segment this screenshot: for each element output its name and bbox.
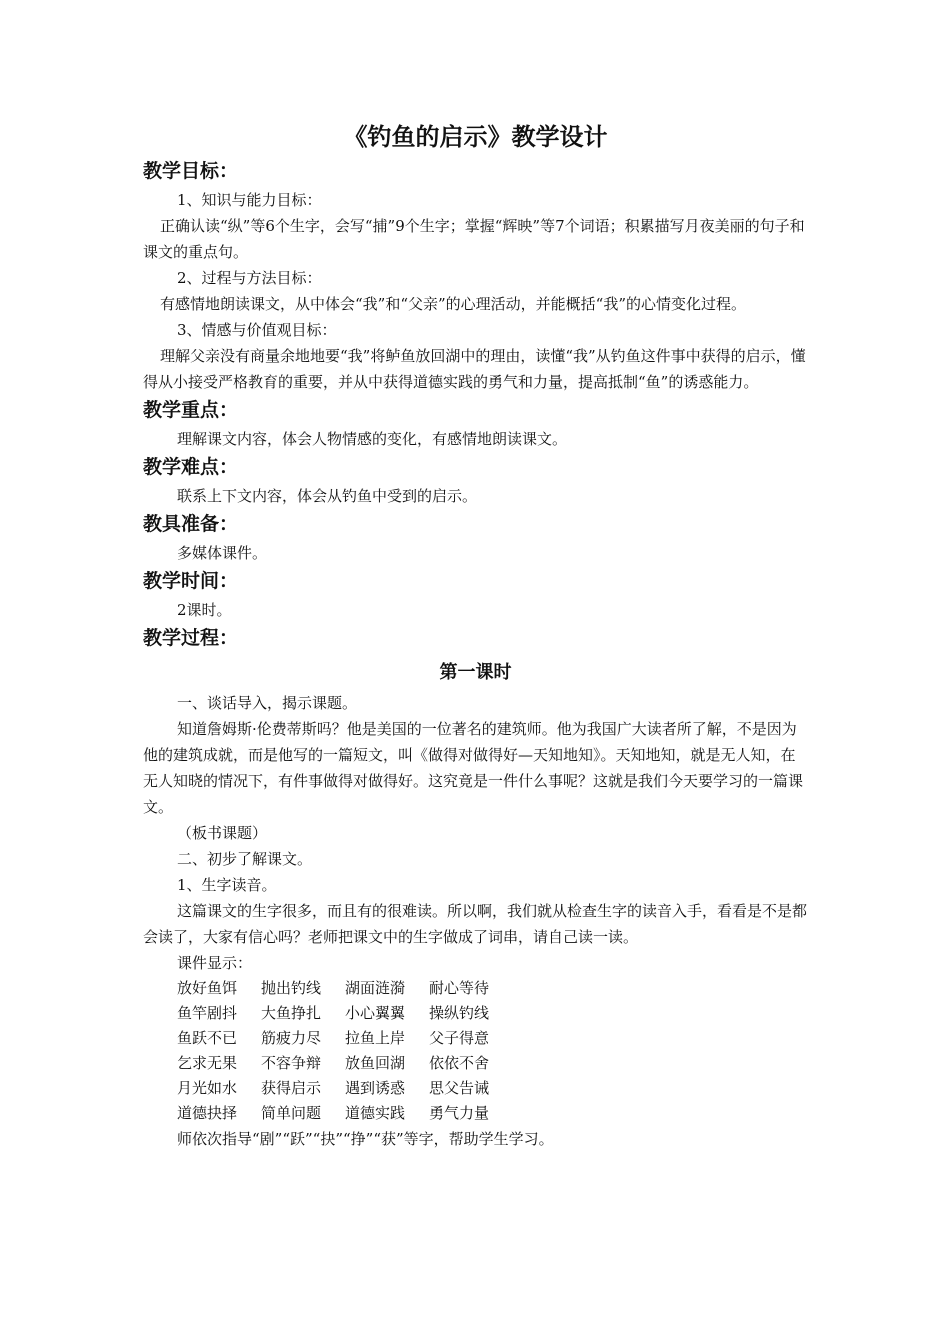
word-item: 乞求无果 bbox=[177, 1054, 238, 1072]
word-item: 鱼跃不已 bbox=[177, 1029, 238, 1047]
word-row bbox=[143, 1076, 808, 1101]
objective-1-label: 1、知识与能力目标： bbox=[177, 191, 322, 209]
word-row bbox=[143, 976, 808, 1001]
document-title: 《钓鱼的启示》教学设计 bbox=[343, 123, 608, 151]
objectives-heading: 教学目标： bbox=[143, 160, 239, 182]
word-item: 湖面涟漪 bbox=[345, 979, 406, 997]
word-item: 遇到诱惑 bbox=[345, 1079, 406, 1097]
key-points-heading: 教学重点： bbox=[143, 399, 239, 421]
word-item: 放鱼回湖 bbox=[345, 1054, 406, 1072]
word-item: 放好鱼饵 bbox=[177, 979, 238, 997]
step-2-text: 这篇课文的生字很多，而且有的很难读。所以啊，我们就从检查生字的读音入手，看看是不是都会读了，大家有信心吗？老师把课文中的生字做成了词串，请自己读一读。 bbox=[143, 902, 808, 946]
document-body bbox=[143, 118, 808, 1152]
objective-3-label: 3、情感与价值观目标： bbox=[177, 321, 337, 339]
guide-text: 师依次指导“剧”“跃”“抉”“挣”“获”等字，帮助学生学习。 bbox=[177, 1130, 554, 1148]
objective-2-text: 有感情地朗读课文，从中体会“我”和“父亲”的心理活动，并能概括“我”的心情变化过程。 bbox=[160, 295, 747, 313]
step-1-heading: 一、谈话导入，揭示课题。 bbox=[177, 694, 358, 712]
objective-3-text: 理解父亲没有商量余地地要“我”将鲈鱼放回湖中的理由，读懂“我”从钓鱼这件事中获得的启示，懂得从小接受严格教育的重要，并从中获得道德实践的勇气和力量，提高抵制“鱼”的诱惑能力。 bbox=[143, 347, 806, 391]
word-item: 不容争辩 bbox=[261, 1054, 322, 1072]
step-2-subheading: 1、生字读音。 bbox=[177, 876, 277, 894]
step-2-heading: 二、初步了解课文。 bbox=[177, 850, 313, 868]
word-item: 鱼竿剧抖 bbox=[177, 1004, 238, 1022]
objective-1-text: 正确认读“纵”等6个生字，会写“捕”9个生字；掌握“辉映”等7个词语；积累描写月夜美丽的句子和课文的重点句。 bbox=[143, 217, 805, 261]
tools-heading: 教具准备： bbox=[143, 513, 239, 535]
word-item: 抛出钓线 bbox=[261, 979, 322, 997]
word-item: 思父告诫 bbox=[429, 1079, 490, 1097]
word-row bbox=[143, 1026, 808, 1051]
word-item: 父子得意 bbox=[429, 1029, 490, 1047]
word-item: 筋疲力尽 bbox=[261, 1029, 322, 1047]
word-item: 依依不舍 bbox=[429, 1054, 490, 1072]
word-item: 拉鱼上岸 bbox=[345, 1029, 406, 1047]
word-item: 操纵钓线 bbox=[429, 1004, 490, 1022]
word-row bbox=[143, 1001, 808, 1026]
step-1-text: 知道詹姆斯·伦费蒂斯吗？他是美国的一位著名的建筑师。他为我国广大读者所了解，不是因为他的建筑成就，而是他写的一篇短文，叫《做得对做得好—天知地知》。天知地知，就是无人知，在无人知晓的情况下，有件事做得对做得好。这究竟是一件什么事呢？这就是我们今天要学习的一篇课文。 bbox=[143, 720, 804, 816]
process-heading: 教学过程： bbox=[143, 627, 239, 649]
word-item: 耐心等待 bbox=[429, 979, 490, 997]
word-item: 道德实践 bbox=[345, 1104, 406, 1122]
word-item: 道德抉择 bbox=[177, 1104, 238, 1122]
tools-text: 多媒体课件。 bbox=[177, 544, 268, 562]
time-text: 2课时。 bbox=[177, 601, 232, 619]
objective-2-label: 2、过程与方法目标： bbox=[177, 269, 322, 287]
word-item: 勇气力量 bbox=[429, 1104, 490, 1122]
word-item: 月光如水 bbox=[177, 1079, 238, 1097]
board-note: （板书课题） bbox=[177, 824, 268, 842]
word-list bbox=[143, 976, 808, 1126]
key-points-text: 理解课文内容，体会人物情感的变化，有感情地朗读课文。 bbox=[177, 430, 568, 448]
word-item: 获得启示 bbox=[261, 1079, 322, 1097]
word-item: 简单问题 bbox=[261, 1104, 322, 1122]
word-item: 小心翼翼 bbox=[345, 1004, 406, 1022]
word-item: 大鱼挣扎 bbox=[261, 1004, 322, 1022]
difficulties-heading: 教学难点： bbox=[143, 456, 239, 478]
lesson-title: 第一课时 bbox=[439, 662, 512, 683]
word-row bbox=[143, 1101, 808, 1126]
courseware-label: 课件显示： bbox=[177, 954, 253, 972]
word-row bbox=[143, 1051, 808, 1076]
difficulties-text: 联系上下文内容，体会从钓鱼中受到的启示。 bbox=[177, 487, 478, 505]
time-heading: 教学时间： bbox=[143, 570, 239, 592]
